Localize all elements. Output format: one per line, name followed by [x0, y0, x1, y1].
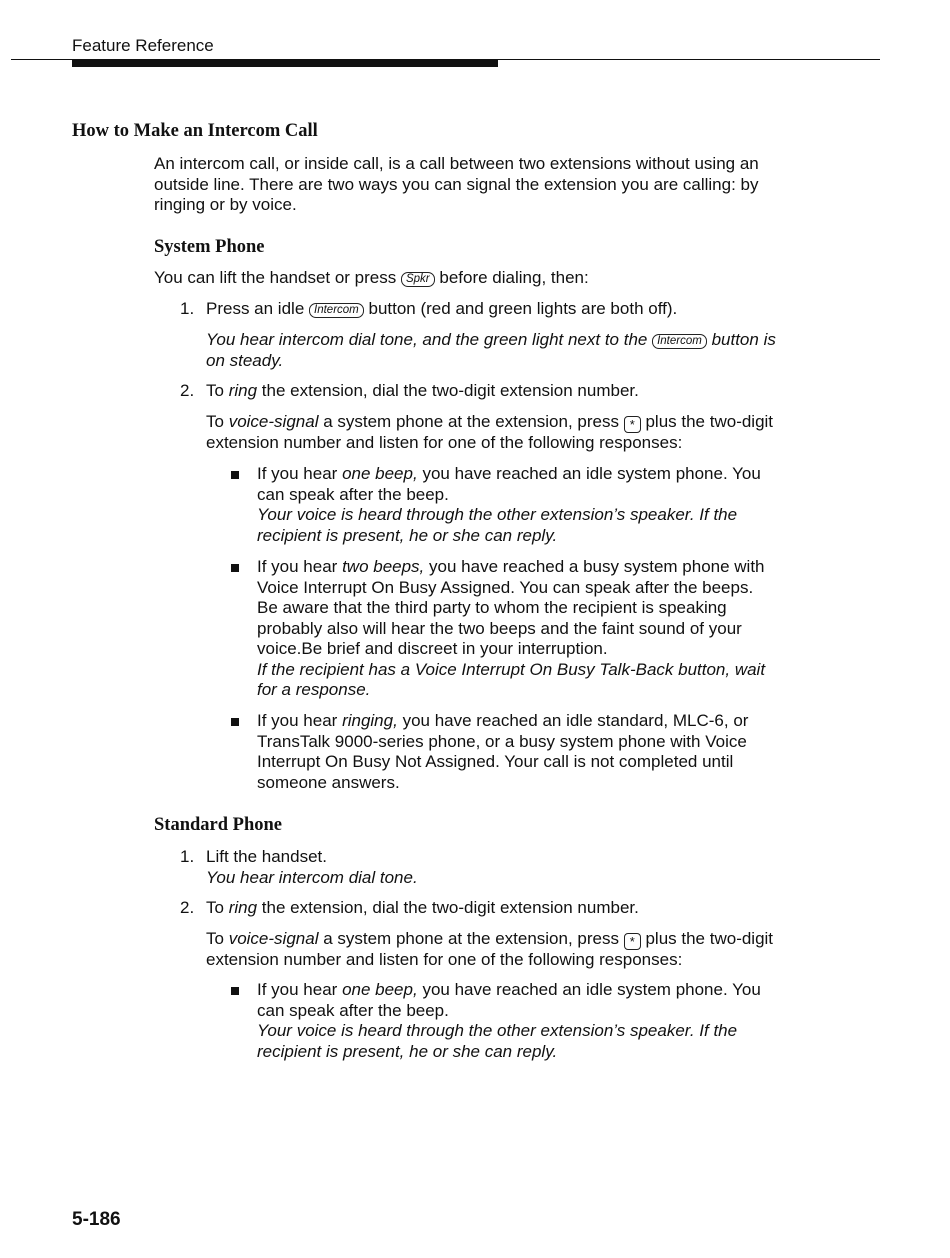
- bullet-icon: [231, 718, 239, 726]
- bullet-note: If the recipient has a Voice Interrupt On Busy Talk-Back button, wait for a response.: [257, 659, 766, 699]
- step-1-result: You hear intercom dial tone, and the green light next to the Intercom button is on steady.: [206, 330, 776, 370]
- spkr-key-icon: Spkr: [401, 272, 435, 287]
- std-step-2-voice-text: To voice-signal a system phone at the extension, press * plus the two-digit extension number and listen for one of the following responses:: [206, 929, 774, 969]
- running-head: Feature Reference: [72, 36, 214, 55]
- bullet-icon: [231, 564, 239, 572]
- step-2-ring-text: To ring the extension, dial the two-digit extension number.: [206, 381, 639, 400]
- std-step-1-result: You hear intercom dial tone.: [206, 867, 418, 887]
- page-number: 5-186: [72, 1209, 121, 1230]
- system-phone-lead: You can lift the handset or press Spkr before dialing, then:: [154, 268, 589, 287]
- bullet-note: Your voice is heard through the other extension’s speaker. If the recipient is present, he or she can reply.: [257, 1021, 738, 1061]
- bullet-two-beeps: If you hear two beeps, you have reached a busy system phone with Voice Interrupt On Busy Assigned. You can speak after the beeps. Be aware that the third party to whom the recipient is speaking probably also will hear the two beeps and the faint sound of your voice.Be brief and discreet in your interruption. If the recipient has a Voice Interrupt On Busy Talk-Back button, wait for a response.: [257, 557, 766, 699]
- step-number: 1.: [180, 299, 195, 318]
- star-key-icon: *: [624, 933, 641, 950]
- bullet-icon: [231, 987, 239, 995]
- std-bullet-one-beep: If you hear one beep, you have reached an idle system phone. You can speak after the beep. Your voice is heard through the other extension’s speaker. If the recipient is present, he or she can reply.: [257, 980, 761, 1061]
- std-step-2-ring-text: To ring the extension, dial the two-digit extension number.: [206, 898, 639, 917]
- header-thick-rule: [72, 60, 498, 67]
- intercom-key-icon: Intercom: [309, 303, 364, 318]
- bullet-one-beep: If you hear one beep, you have reached an idle system phone. You can speak after the beep. Your voice is heard through the other extension’s speaker. If the recipient is present, he or she can reply.: [257, 464, 761, 545]
- std-step-1-text: Lift the handset. You hear intercom dial tone.: [206, 847, 418, 887]
- bullet-icon: [231, 471, 239, 479]
- bullet-note: Your voice is heard through the other extension’s speaker. If the recipient is present, he or she can reply.: [257, 505, 738, 545]
- step-number: 2.: [180, 898, 195, 917]
- system-phone-heading: System Phone: [154, 237, 265, 257]
- intro-paragraph: An intercom call, or inside call, is a call between two extensions without using an outside line. There are two ways you can signal the extension you are calling: by ringing or by voice.: [154, 154, 759, 214]
- step-number: 1.: [180, 847, 195, 866]
- step-2-voice-text: To voice-signal a system phone at the extension, press * plus the two-digit extension number and listen for one of the following responses:: [206, 412, 774, 452]
- bullet-ringing: If you hear ringing, you have reached an idle standard, MLC-6, or TransTalk 9000-series phone, or a busy system phone with Voice Interrupt On Busy Not Assigned. Your call is not completed until someone answers.: [257, 711, 749, 792]
- step-number: 2.: [180, 381, 195, 400]
- star-key-icon: *: [624, 416, 641, 433]
- standard-phone-heading: Standard Phone: [154, 815, 282, 835]
- step-1-text: Press an idle Intercom button (red and green lights are both off).: [206, 299, 678, 318]
- intercom-key-icon: Intercom: [652, 334, 707, 349]
- section-title: How to Make an Intercom Call: [72, 121, 318, 141]
